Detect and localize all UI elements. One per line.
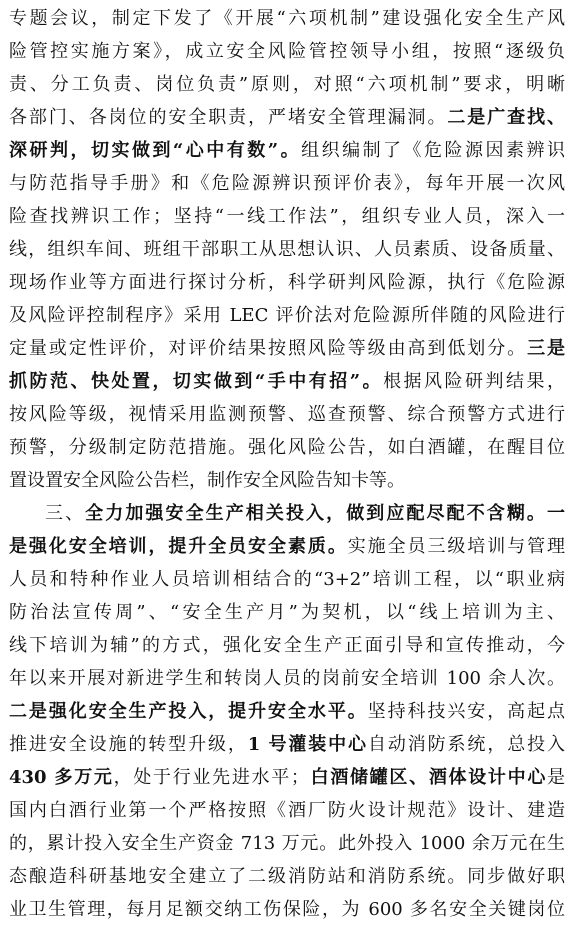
text-line (9, 101, 565, 134)
text-segment: 人员和特种作业人员培训相结合的“3+2”培训工程，以“职业病 (9, 569, 565, 590)
text-line (9, 299, 565, 332)
text-line (9, 68, 565, 101)
text-segment: 根据风险研判结果， (383, 371, 565, 392)
text-line (9, 530, 565, 563)
bold-text-segment: 深研判，切实做到“心中有数”。 (9, 140, 302, 161)
text-segment: 坚持科技兴安，高起点 (367, 701, 566, 722)
bold-text-segment: 是强化安全培训，提升全员安全素质。 (9, 536, 348, 557)
text-segment: 与防范指导手册》和《危险源辨识预评价表》，每年开展一次风 (9, 173, 565, 194)
bold-text-segment: 抓防范、快处置，切实做到“手中有招”。 (9, 371, 384, 392)
text-line (9, 365, 565, 398)
text-segment: 态酿造科研基地安全建立了二级消防站和消防系统。同步做好职 (9, 866, 565, 887)
bold-text-segment: 白酒储罐区、酒体设计中心 (308, 767, 548, 788)
text-segment: 业卫生管理，每月足额交纳工伤保险，为 600 多名安全关键岗位 (9, 899, 565, 920)
text-segment: 及风险评控制程序》采用 LEC 评价法对危险源所伴随的风险进行 (9, 305, 565, 326)
text-segment: 防治法宣传周”、“安全生产月”为契机，以“线上培训为主、 (9, 602, 565, 623)
text-segment: 专题会议，制定下发了《开展“六项机制”建设强化安全生产风 (9, 8, 565, 29)
text-segment: 的，累计投入安全生产资金 713 万元。此外投入 1000 余万元在生 (9, 833, 565, 854)
text-line (9, 695, 565, 728)
text-segment: 推进安全设施的转型升级， (9, 734, 248, 755)
bold-text-segment: 三是 (527, 338, 566, 359)
text-line (9, 134, 565, 167)
text-line (9, 728, 565, 761)
text-segment: 险管控实施方案》，成立安全风险管控领导小组，按照“逐级负 (9, 41, 565, 62)
text-line (9, 200, 565, 233)
text-line (9, 332, 565, 365)
bold-text-segment: 二是广查找、 (447, 107, 566, 128)
text-line (9, 497, 565, 530)
text-line (9, 893, 565, 926)
text-segment: 现场作业等方面进行探讨分析，科学研判风险源，执行《危险源 (9, 272, 565, 293)
text-line (9, 761, 565, 794)
text-line (9, 167, 565, 200)
text-segment: 自动消防系统，总投入 (367, 734, 566, 755)
bold-text-segment: 二是强化安全生产投入，提升安全水平。 (9, 701, 368, 722)
text-segment: 是 (547, 767, 566, 788)
bold-text-segment: 1 号灌装中心 (247, 734, 368, 755)
text-line (9, 860, 565, 893)
text-segment: 预警，分级制定防范措施。强化风险公告，如白酒罐，在醒目位 (9, 437, 565, 458)
bold-text-segment: 430 多万元 (9, 767, 114, 788)
text-line (9, 596, 565, 629)
text-line (9, 2, 565, 35)
text-segment: 组织编制了《危险源因素辨识 (301, 140, 565, 161)
text-line (9, 563, 565, 596)
text-line (9, 794, 565, 827)
text-segment: 置设置安全风险公告栏，制作安全风险告知卡等。 (9, 470, 405, 491)
text-segment: 按风险等级，视情采用监测预警、巡查预警、综合预警方式进行 (9, 404, 565, 425)
text-segment: 责、分工负责、岗位负责”原则，对照“六项机制”要求，明晰 (9, 74, 565, 95)
text-line (9, 464, 565, 497)
text-line (9, 233, 565, 266)
text-line (9, 35, 565, 68)
text-line (9, 629, 565, 662)
bold-text-segment: 全力加强安全生产相关投入，做到应配尽配不含糊。一 (85, 503, 566, 524)
text-segment: 线，组织车间、班组干部职工从思想认识、人员素质、设备质量、 (9, 239, 565, 260)
text-line (9, 827, 565, 860)
text-line (9, 431, 565, 464)
text-segment: 险查找辨识工作；坚持“一线工作法”，组织专业人员，深入一 (9, 206, 565, 227)
text-segment: 线下培训为辅”的方式，强化安全生产正面引导和宣传推动，今 (9, 635, 565, 656)
text-line (9, 266, 565, 299)
text-segment: 定量或定性评价，对评价结果按照风险等级由高到低划分。 (9, 338, 528, 359)
text-line (9, 662, 565, 695)
text-segment: 国内白酒行业第一个严格按照《酒厂防火设计规范》设计、建造 (9, 800, 565, 821)
text-segment: ，处于行业先进水平； (113, 767, 309, 788)
text-segment: 年以来开展对新进学生和转岗人员的岗前安全培训 100 余人次。 (9, 668, 565, 689)
text-line (9, 398, 565, 431)
text-segment: 三、 (45, 503, 86, 524)
text-segment: 实施全员三级培训与管理 (347, 536, 566, 557)
text-segment: 各部门、各岗位的安全职责，严堵安全管理漏洞。 (9, 107, 448, 128)
